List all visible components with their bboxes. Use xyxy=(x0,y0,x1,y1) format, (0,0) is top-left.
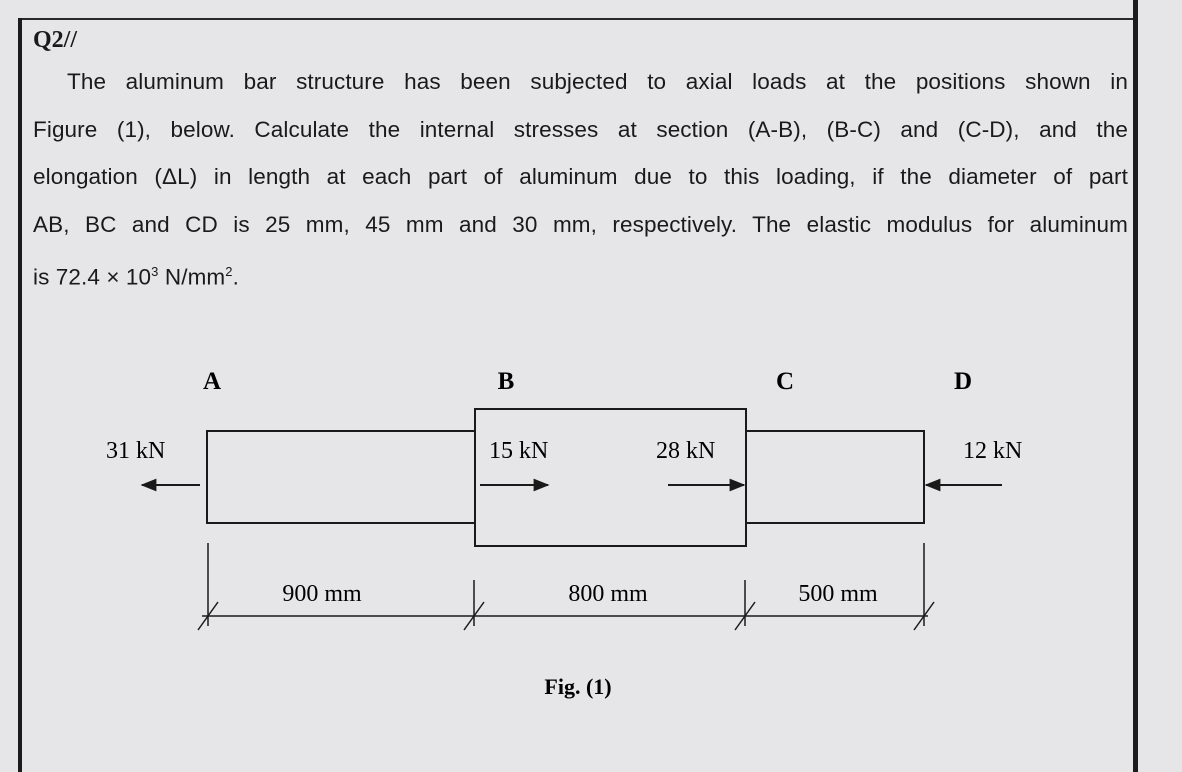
question-label: Q2// xyxy=(33,27,78,53)
segment-bc xyxy=(475,409,746,546)
question-line-4: AB, BC and CD is 25 mm, 45 mm and 30 mm, respectively. The elastic modulus for aluminum xyxy=(33,211,1128,237)
dimension-label-ab: 900 mm xyxy=(282,581,362,607)
point-label-c: C xyxy=(775,368,795,395)
modulus-prefix: is 72.4 × 10 xyxy=(33,264,152,290)
question-line-1: The aluminum bar structure has been subjected to axial loads at the positions shown in xyxy=(67,69,1128,94)
dimension-label-bc: 800 mm xyxy=(568,581,648,607)
segment-ab xyxy=(207,431,475,523)
load-label-b: 15 kN xyxy=(489,438,549,464)
question-line-2: Figure (1), below. Calculate the internal stresses at section (A-B), (B-C) and (C-D), and the xyxy=(33,116,1128,142)
figure-caption: Fig. (1) xyxy=(544,674,612,699)
question-line-3: elongation (ΔL) in length at each part of aluminum due to this loading, if the diameter of part xyxy=(33,164,1128,189)
modulus-exponent: 3 xyxy=(151,264,159,279)
segment-cd xyxy=(746,431,924,523)
point-label-b: B xyxy=(497,368,515,395)
point-label-a: A xyxy=(202,368,222,395)
point-label-d: D xyxy=(953,368,973,395)
unit-exponent: 2 xyxy=(225,264,233,279)
load-label-d: 12 kN xyxy=(963,438,1023,464)
load-label-c: 28 kN xyxy=(656,438,716,464)
modulus-unit: N/mm xyxy=(158,264,226,290)
load-label-a: 31 kN xyxy=(106,438,166,464)
modulus-period: . xyxy=(232,264,239,290)
dimension-label-cd: 500 mm xyxy=(798,581,878,607)
